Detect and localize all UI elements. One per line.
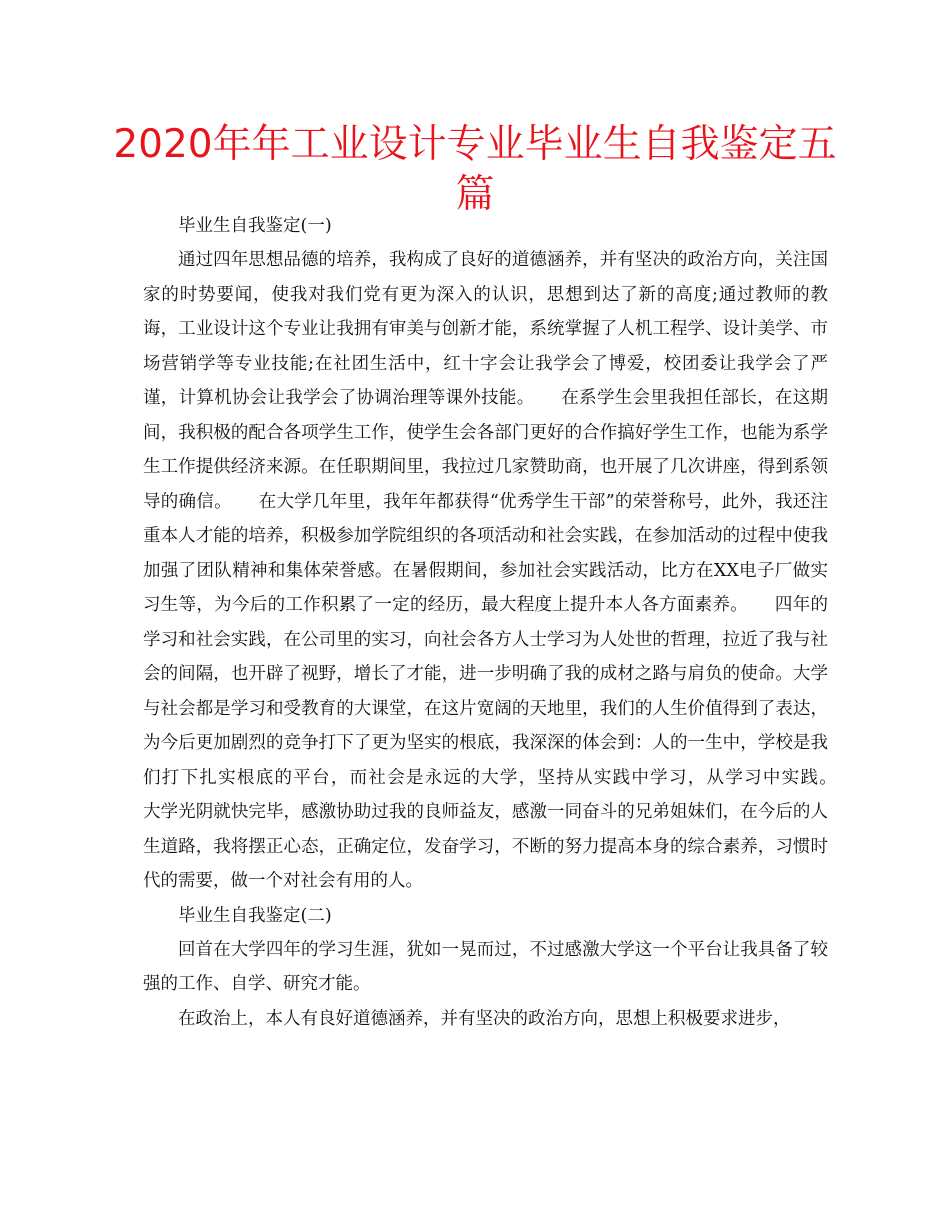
paragraph: 在政治上，本人有良好道德涵养，并有坚决的政治方向，思想上积极要求进步， — [178, 1008, 791, 1029]
section-1 — [143, 209, 863, 899]
section-heading: 毕业生自我鉴定(二) — [178, 905, 332, 926]
paragraph: 通过四年思想品德的培养，我构成了良好的道德涵养，并有坚决的政治方向，关注国家的时势要闻，使我对我们党有更为深入的认识，思想到达了新的高度;通过教师的教诲，工业设计这个专业让我拥有审美与创新才能，系统掌握了人机工程学、设计美学、市场营销学等专业技能;在社团生活中，红十字会让我学会了博爱，校团委让我学会了严谨，计算机协会让我学会了协调治理等课外技能。 在系学生会里我担任部长，在这期间，我积极的配合各项学生工作，使学生会各部门更好的合作搞好学生工作，也能为系学生工作提供经济来源。在任职期间里，我拉过几家赞助商，也开展了几次讲座，得到系领导的确信。 在大学几年里，我年年都获得“优秀学生干部”的荣誉称号，此外，我还注重本人才能的培养，积极参加学院组织的各项活动和社会实践，在参加活动的过程中使我加强了团队精神和集体荣誉感。在暑假期间，参加社会实践活动，比方在XX电子厂做实习生等，为今后的工作积累了一定的经历，最大程度上提升本人各方面素养。 四年的学习和社会实践，在公司里的实习，向社会各方人士学习为人处世的哲理，拉近了我与社会的间隔，也开辟了视野，增长了才能，进一步明确了我的成材之路与肩负的使命。大学与社会都是学习和受教育的大课堂，在这片宽阔的天地里，我们的人生价值得到了表达，为今后更加剧烈的竞争打下了更为坚实的根底，我深深的体会到：人的一生中，学校是我们打下扎实根底的平台，而社会是永远的大学，坚持从实践中学习，从学习中实践。 大学光阴就快完毕，感激协助过我的良师益友，感激一同奋斗的兄弟姐妹们，在今后的人生道路，我将摆正心态，正确定位，发奋学习，不断的努力提高本身的综合素养，习惯时代的需要，做一个对社会有用的人。 — [143, 250, 863, 891]
document-body — [143, 209, 863, 1036]
section-2 — [143, 899, 828, 1037]
section-heading: 毕业生自我鉴定(一) — [178, 216, 332, 236]
document-title: 2020年年工业设计专业毕业生自我鉴定五篇 — [113, 122, 837, 217]
paragraph: 回首在大学四年的学习生涯，犹如一晃而过，不过感激大学这一个平台让我具备了较强的工作、自学、研究才能。 — [143, 939, 828, 994]
